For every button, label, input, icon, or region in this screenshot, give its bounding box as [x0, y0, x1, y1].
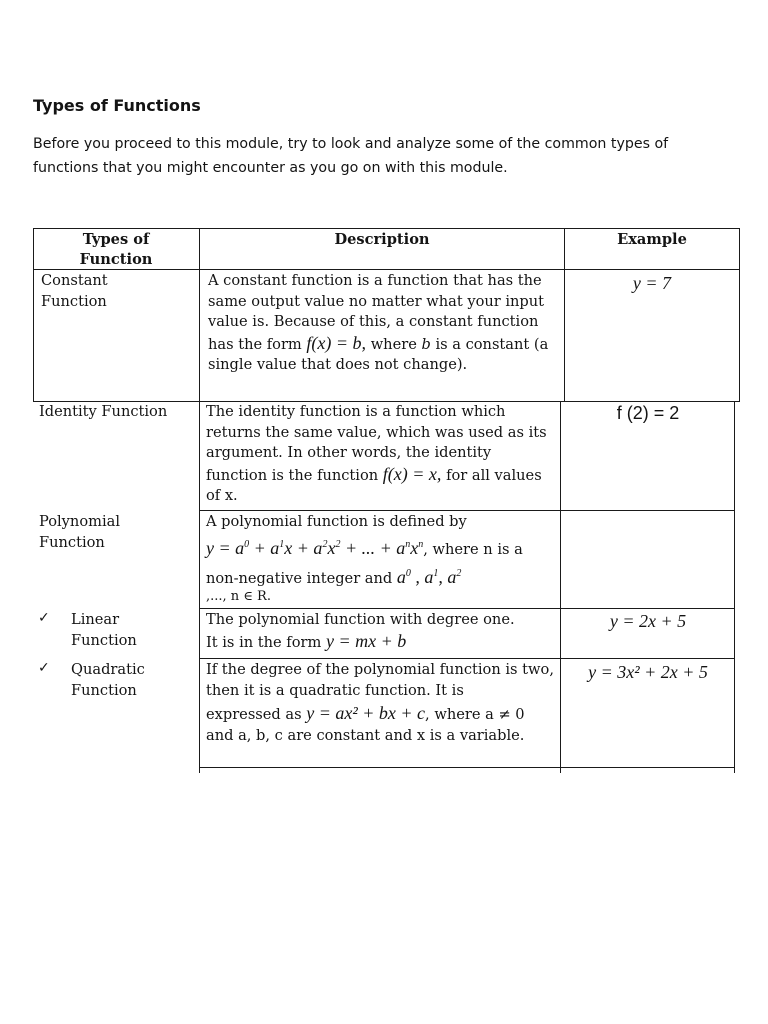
example-constant: y = 7 — [632, 273, 672, 293]
table-border-left — [33, 228, 34, 402]
checkmark-icon: ✓ — [38, 610, 50, 626]
row-type-constant: Constant Function — [41, 272, 108, 310]
row-type-polynomial: Polynomial Function — [39, 513, 120, 551]
example-quadratic: y = 3x² + 2x + 5 — [588, 662, 708, 682]
desc-text-tail: for all values of x. — [206, 466, 542, 504]
desc-text: A polynomial function is defined by — [206, 513, 467, 530]
table-divider-col2-lower — [560, 402, 561, 773]
formula-quadratic: y = ax² + bx + c — [306, 703, 426, 723]
table-rule-3 — [199, 608, 735, 609]
example-linear: y = 2x + 5 — [609, 611, 687, 631]
table-rule-4 — [199, 658, 735, 659]
header-types: Types of Function — [79, 231, 153, 268]
desc-text-reals: ,..., n ∈ R. — [206, 588, 271, 604]
table-border-top — [33, 228, 740, 229]
row-desc-linear — [206, 610, 558, 653]
intro-paragraph: Before you proceed to this module, try to look and analyze some of the common types of functions that you might encounter as you go on with this module. — [33, 136, 669, 176]
row-type-identity: Identity Function — [39, 403, 168, 420]
desc-variable-b: b — [421, 335, 431, 353]
desc-text-where: where — [370, 335, 417, 353]
row-desc-constant — [208, 271, 560, 376]
desc-text-tail: is a constant (a single value that does not change). — [208, 335, 549, 373]
table-rule-2 — [199, 510, 735, 511]
row-desc-quadratic — [206, 660, 558, 746]
desc-text-form: It is in the form — [206, 633, 322, 651]
checkmark-icon: ✓ — [38, 660, 50, 676]
desc-text-where: , where n is a — [423, 540, 523, 558]
header-example: Example — [617, 231, 687, 248]
desc-text-tail: and a, b, c are constant and x is a variable. — [206, 726, 525, 744]
table-border-right-lower — [734, 402, 735, 773]
formula-linear: y = mx + b — [325, 630, 407, 651]
table-rule-5 — [199, 767, 735, 768]
row-desc-polynomial — [206, 512, 556, 604]
desc-text: The identity function is a function which returns the same value, which was used as its argument. In other words, the identity function is the function — [206, 403, 547, 484]
desc-text: A constant function is a function that has the same output value no matter what your input value is. Because of this, a constant function has the form — [208, 272, 545, 353]
row-type-linear: Linear Function — [71, 611, 137, 649]
formula-identity: f(x) = x, — [382, 463, 442, 484]
example-identity: f (2) = 2 — [616, 403, 680, 423]
desc-text-nonneg: non-negative integer and — [206, 570, 393, 587]
header-description: Description — [334, 231, 430, 248]
desc-text: The polynomial function with degree one. — [206, 611, 515, 628]
section-heading: Types of Functions — [33, 96, 201, 115]
desc-text: If the degree of the polynomial function is two, then it is a quadratic function. It is — [206, 661, 554, 699]
formula-constant: f(x) = b, — [306, 332, 367, 353]
formula-polynomial: $y = a^0 + a^1x + a^2x^2$ + ... + $a^nx^n$ — [206, 537, 424, 558]
table-divider-col2 — [564, 228, 565, 402]
table-border-right — [739, 228, 740, 402]
desc-text-expressed: expressed as — [206, 706, 302, 723]
row-type-quadratic: Quadratic Function — [71, 661, 145, 699]
row-desc-identity — [206, 402, 556, 507]
desc-text-condition: , where a ≠ 0 — [425, 706, 525, 723]
formula-coefficients: $a^0$ , $a^1$, $a^2$ — [396, 567, 462, 587]
table-divider-col1 — [199, 228, 200, 773]
